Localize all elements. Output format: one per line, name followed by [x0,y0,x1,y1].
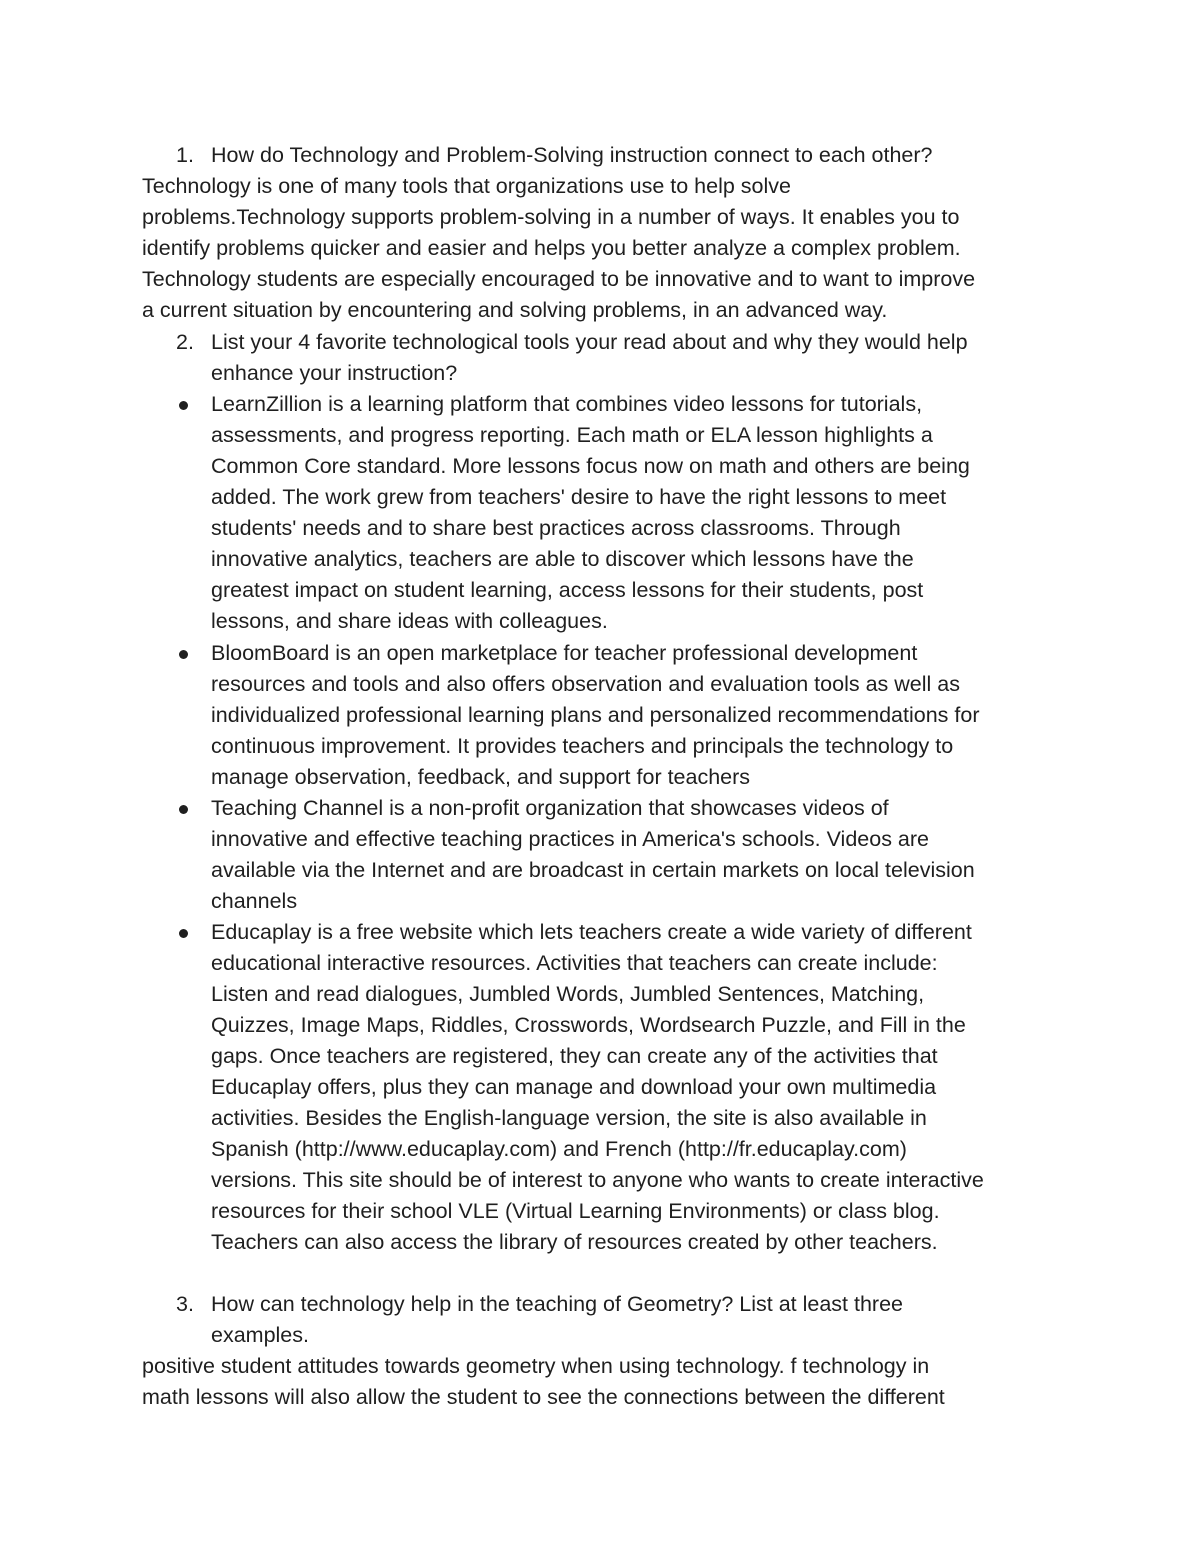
bullet-line: innovative and effective teaching practices in America's schools. Videos are [211,827,929,851]
bullet-icon [179,929,188,938]
bullet-line: channels [211,889,298,913]
question-number: 3. [176,1292,194,1316]
bullet-line: available via the Internet and are broadcast in certain markets on local television [211,858,975,882]
bullet-line: versions. This site should be of interest to anyone who wants to create interactive [211,1168,984,1192]
question-text: List your 4 favorite technological tools your read about and why they would help [211,330,968,354]
bullet-line: resources for their school VLE (Virtual Learning Environments) or class blog. [211,1199,940,1223]
bullet-line: assessments, and progress reporting. Each math or ELA lesson highlights a [211,423,933,447]
answer-line: positive student attitudes towards geometry when using technology. f technology in [142,1354,930,1378]
question-number: 2. [176,330,194,354]
bullet-line: resources and tools and also offers observation and evaluation tools as well as [211,672,960,696]
bullet-icon [179,401,188,410]
bullet-line: Educaplay is a free website which lets teachers create a wide variety of different [211,920,972,944]
question-text: How do Technology and Problem-Solving instruction connect to each other? [211,143,933,167]
bullet-line: manage observation, feedback, and support for teachers [211,765,751,789]
bullet-line: activities. Besides the English-language version, the site is also available in [211,1106,927,1130]
question-text: examples. [211,1323,309,1347]
bullet-line: Educaplay offers, plus they can manage and download your own multimedia [211,1075,937,1099]
bullet-line: Spanish (http://www.educaplay.com) and French (http://fr.educaplay.com) [211,1137,907,1161]
bullet-line: Listen and read dialogues, Jumbled Words, Jumbled Sentences, Matching, [211,982,925,1006]
bullet-line: Teachers can also access the library of resources created by other teachers. [211,1230,938,1254]
answer-line: Technology students are especially encouraged to be innovative and to want to improve [142,267,976,291]
answer-line: problems.Technology supports problem-solving in a number of ways. It enables you to [142,205,960,229]
bullet-line: LearnZillion is a learning platform that combines video lessons for tutorials, [211,392,923,416]
bullet-line: students' needs and to share best practices across classrooms. Through [211,516,901,540]
bullet-line: greatest impact on student learning, access lessons for their students, post [211,578,924,602]
answer-line: Technology is one of many tools that organizations use to help solve [142,174,791,198]
bullet-line: Common Core standard. More lessons focus now on math and others are being [211,454,970,478]
question-text: enhance your instruction? [211,361,458,385]
bullet-line: individualized professional learning plans and personalized recommendations for [211,703,980,727]
bullet-icon [179,650,188,659]
bullet-line: Quizzes, Image Maps, Riddles, Crosswords, Wordsearch Puzzle, and Fill in the [211,1013,966,1037]
bullet-line: innovative analytics, teachers are able to discover which lessons have the [211,547,914,571]
bullet-line: continuous improvement. It provides teachers and principals the technology to [211,734,954,758]
bullet-icon [179,805,188,814]
answer-line: identify problems quicker and easier and helps you better analyze a complex problem. [142,236,961,260]
answer-line: math lessons will also allow the student to see the connections between the different [142,1385,945,1409]
question-text: How can technology help in the teaching of Geometry? List at least three [211,1292,903,1316]
answer-line: a current situation by encountering and solving problems, in an advanced way. [142,298,888,322]
bullet-line: Teaching Channel is a non-profit organization that showcases videos of [211,796,889,820]
bullet-line: added. The work grew from teachers' desire to have the right lessons to meet [211,485,947,509]
bullet-line: BloomBoard is an open marketplace for teacher professional development [211,641,918,665]
bullet-line: gaps. Once teachers are registered, they can create any of the activities that [211,1044,938,1068]
bullet-line: lessons, and share ideas with colleagues. [211,609,608,633]
question-number: 1. [176,143,194,167]
bullet-line: educational interactive resources. Activities that teachers can create include: [211,951,938,975]
